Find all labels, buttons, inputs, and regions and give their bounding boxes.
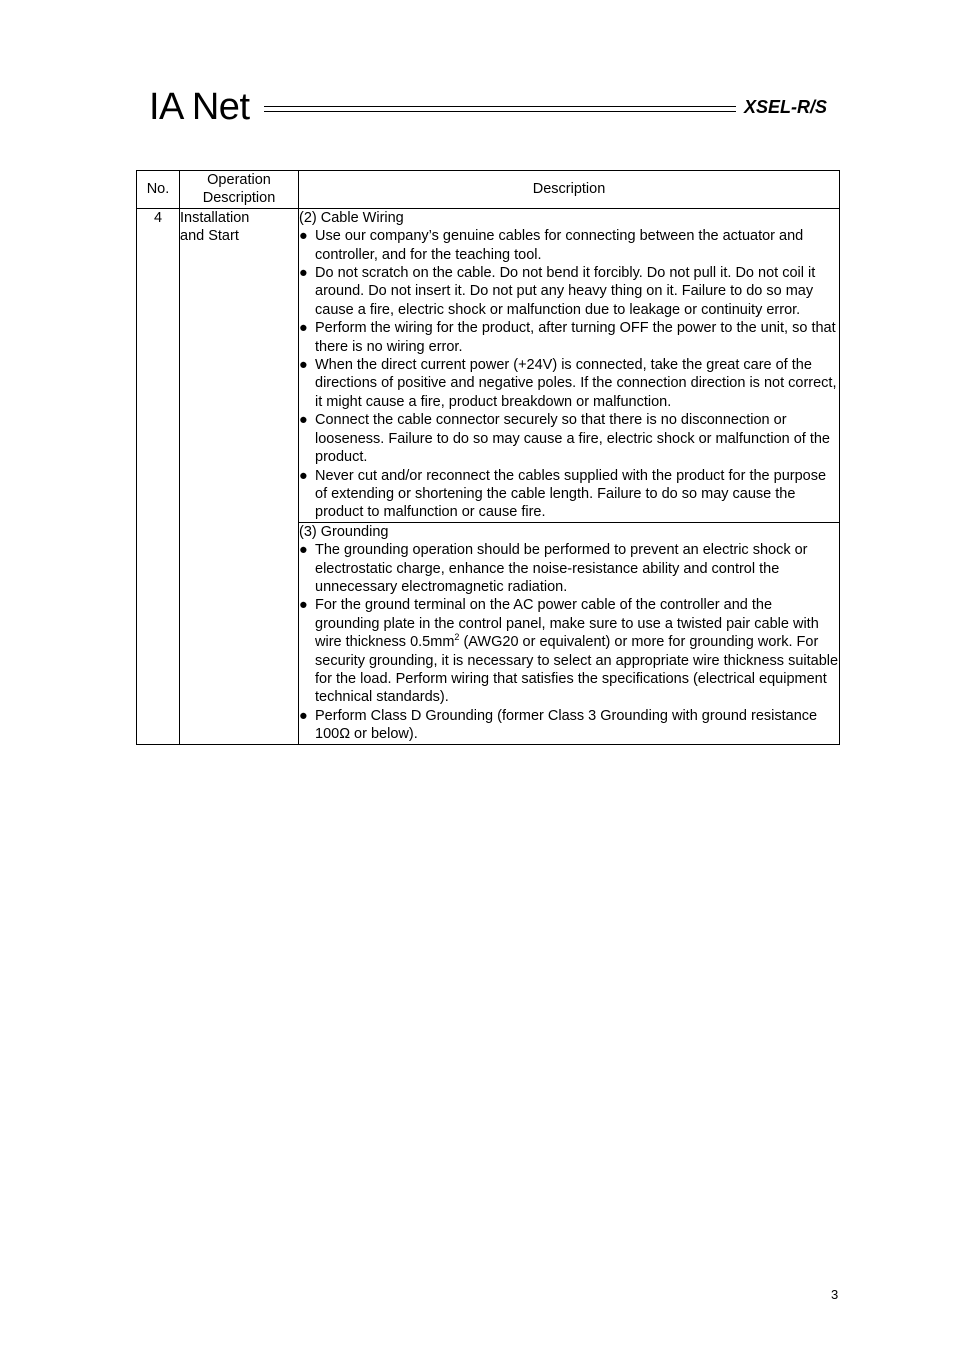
list-item: ● Never cut and/or reconnect the cables supplied with the product for the purpose of extending or shortening the cable length. Failure to do so may cause the product to malfunction or cause fire.: [299, 467, 827, 521]
bullet-icon: ●: [299, 357, 308, 374]
list-item: ● Use our company’s genuine cables for connecting between the actuator and controller, and for the teaching tool.: [299, 228, 804, 263]
cable-wiring-section: [299, 208, 840, 522]
section-title: (2) Cable Wiring: [299, 209, 404, 226]
bullet-icon: ●: [299, 597, 308, 614]
list-item: ● The grounding operation should be performed to prevent an electric shock or electrostatic charge, enhance the noise-resistance ability and control the unnecessary electromagnetic radiation.: [299, 542, 808, 595]
header-description: Description: [299, 171, 840, 209]
header-double-rule: [264, 106, 736, 112]
bullet-icon: ●: [299, 707, 308, 724]
model-name: XSEL-R/S: [744, 97, 828, 117]
header-no: No.: [137, 171, 180, 209]
bullet-icon: ●: [299, 265, 308, 282]
list-item: ● Do not scratch on the cable. Do not bend it forcibly. Do not pull it. Do not coil it around. Do not insert it. Do not put any heavy thing on it. Failure to do so may cause a fire, electric shock or malfunction due to leakage or continuity error.: [299, 265, 816, 318]
grounding-list: [299, 541, 839, 743]
row-operation-line-2: and Start: [180, 228, 239, 245]
row-operation: [180, 208, 299, 744]
document-title: IA Net: [149, 86, 250, 128]
list-item: ● Perform the wiring for the product, after turning OFF the power to the unit, so that there is no wiring error.: [299, 320, 836, 355]
header-operation: [180, 171, 299, 209]
bullet-icon: ●: [299, 412, 308, 429]
grounding-section: [299, 522, 840, 744]
list-item: ● For the ground terminal on the AC power cable of the controller and the grounding plate in the control panel, make sure to use a twisted pair cable with wire thickness $0.5mm^2$ (AWG20 or equivalent) or more for grounding work. For security grounding, it is necessary to select an appropriate wire thickness suitable for the load. Perform wiring that satisfies the specifications (electrical equipment technical standards).: [299, 597, 839, 706]
superscript: 2: [454, 632, 460, 643]
section-title: (3) Grounding: [299, 523, 389, 540]
header-operation-line-1: Operation: [207, 172, 271, 188]
list-item: ● When the direct current power (+24V) is connected, take the great care of the directions of positive and negative poles. If the connection direction is not correct, it might cause a fire, product breakdown or malfunction.: [299, 357, 837, 410]
page-number: 3: [831, 1287, 839, 1302]
cable-wiring-list: [299, 227, 839, 522]
row-number: 4: [137, 208, 180, 744]
bullet-icon: ●: [299, 320, 308, 337]
table-row: [137, 208, 840, 522]
bullet-icon: ●: [299, 228, 308, 245]
header-operation-line-2: Description: [202, 190, 276, 207]
list-item: ● Connect the cable connector securely so that there is no disconnection or looseness. Failure to do so may cause a fire, electric shock or malfunction of the product.: [299, 412, 830, 466]
table-header-row: [137, 171, 840, 209]
row-operation-line-1: Installation: [180, 209, 250, 226]
list-item: ● Perform Class D Grounding (former Class 3 Grounding with ground resistance 100Ω or below).: [299, 707, 818, 743]
operation-table: [136, 170, 840, 745]
bullet-icon: ●: [299, 467, 308, 484]
bullet-icon: ●: [299, 542, 308, 559]
